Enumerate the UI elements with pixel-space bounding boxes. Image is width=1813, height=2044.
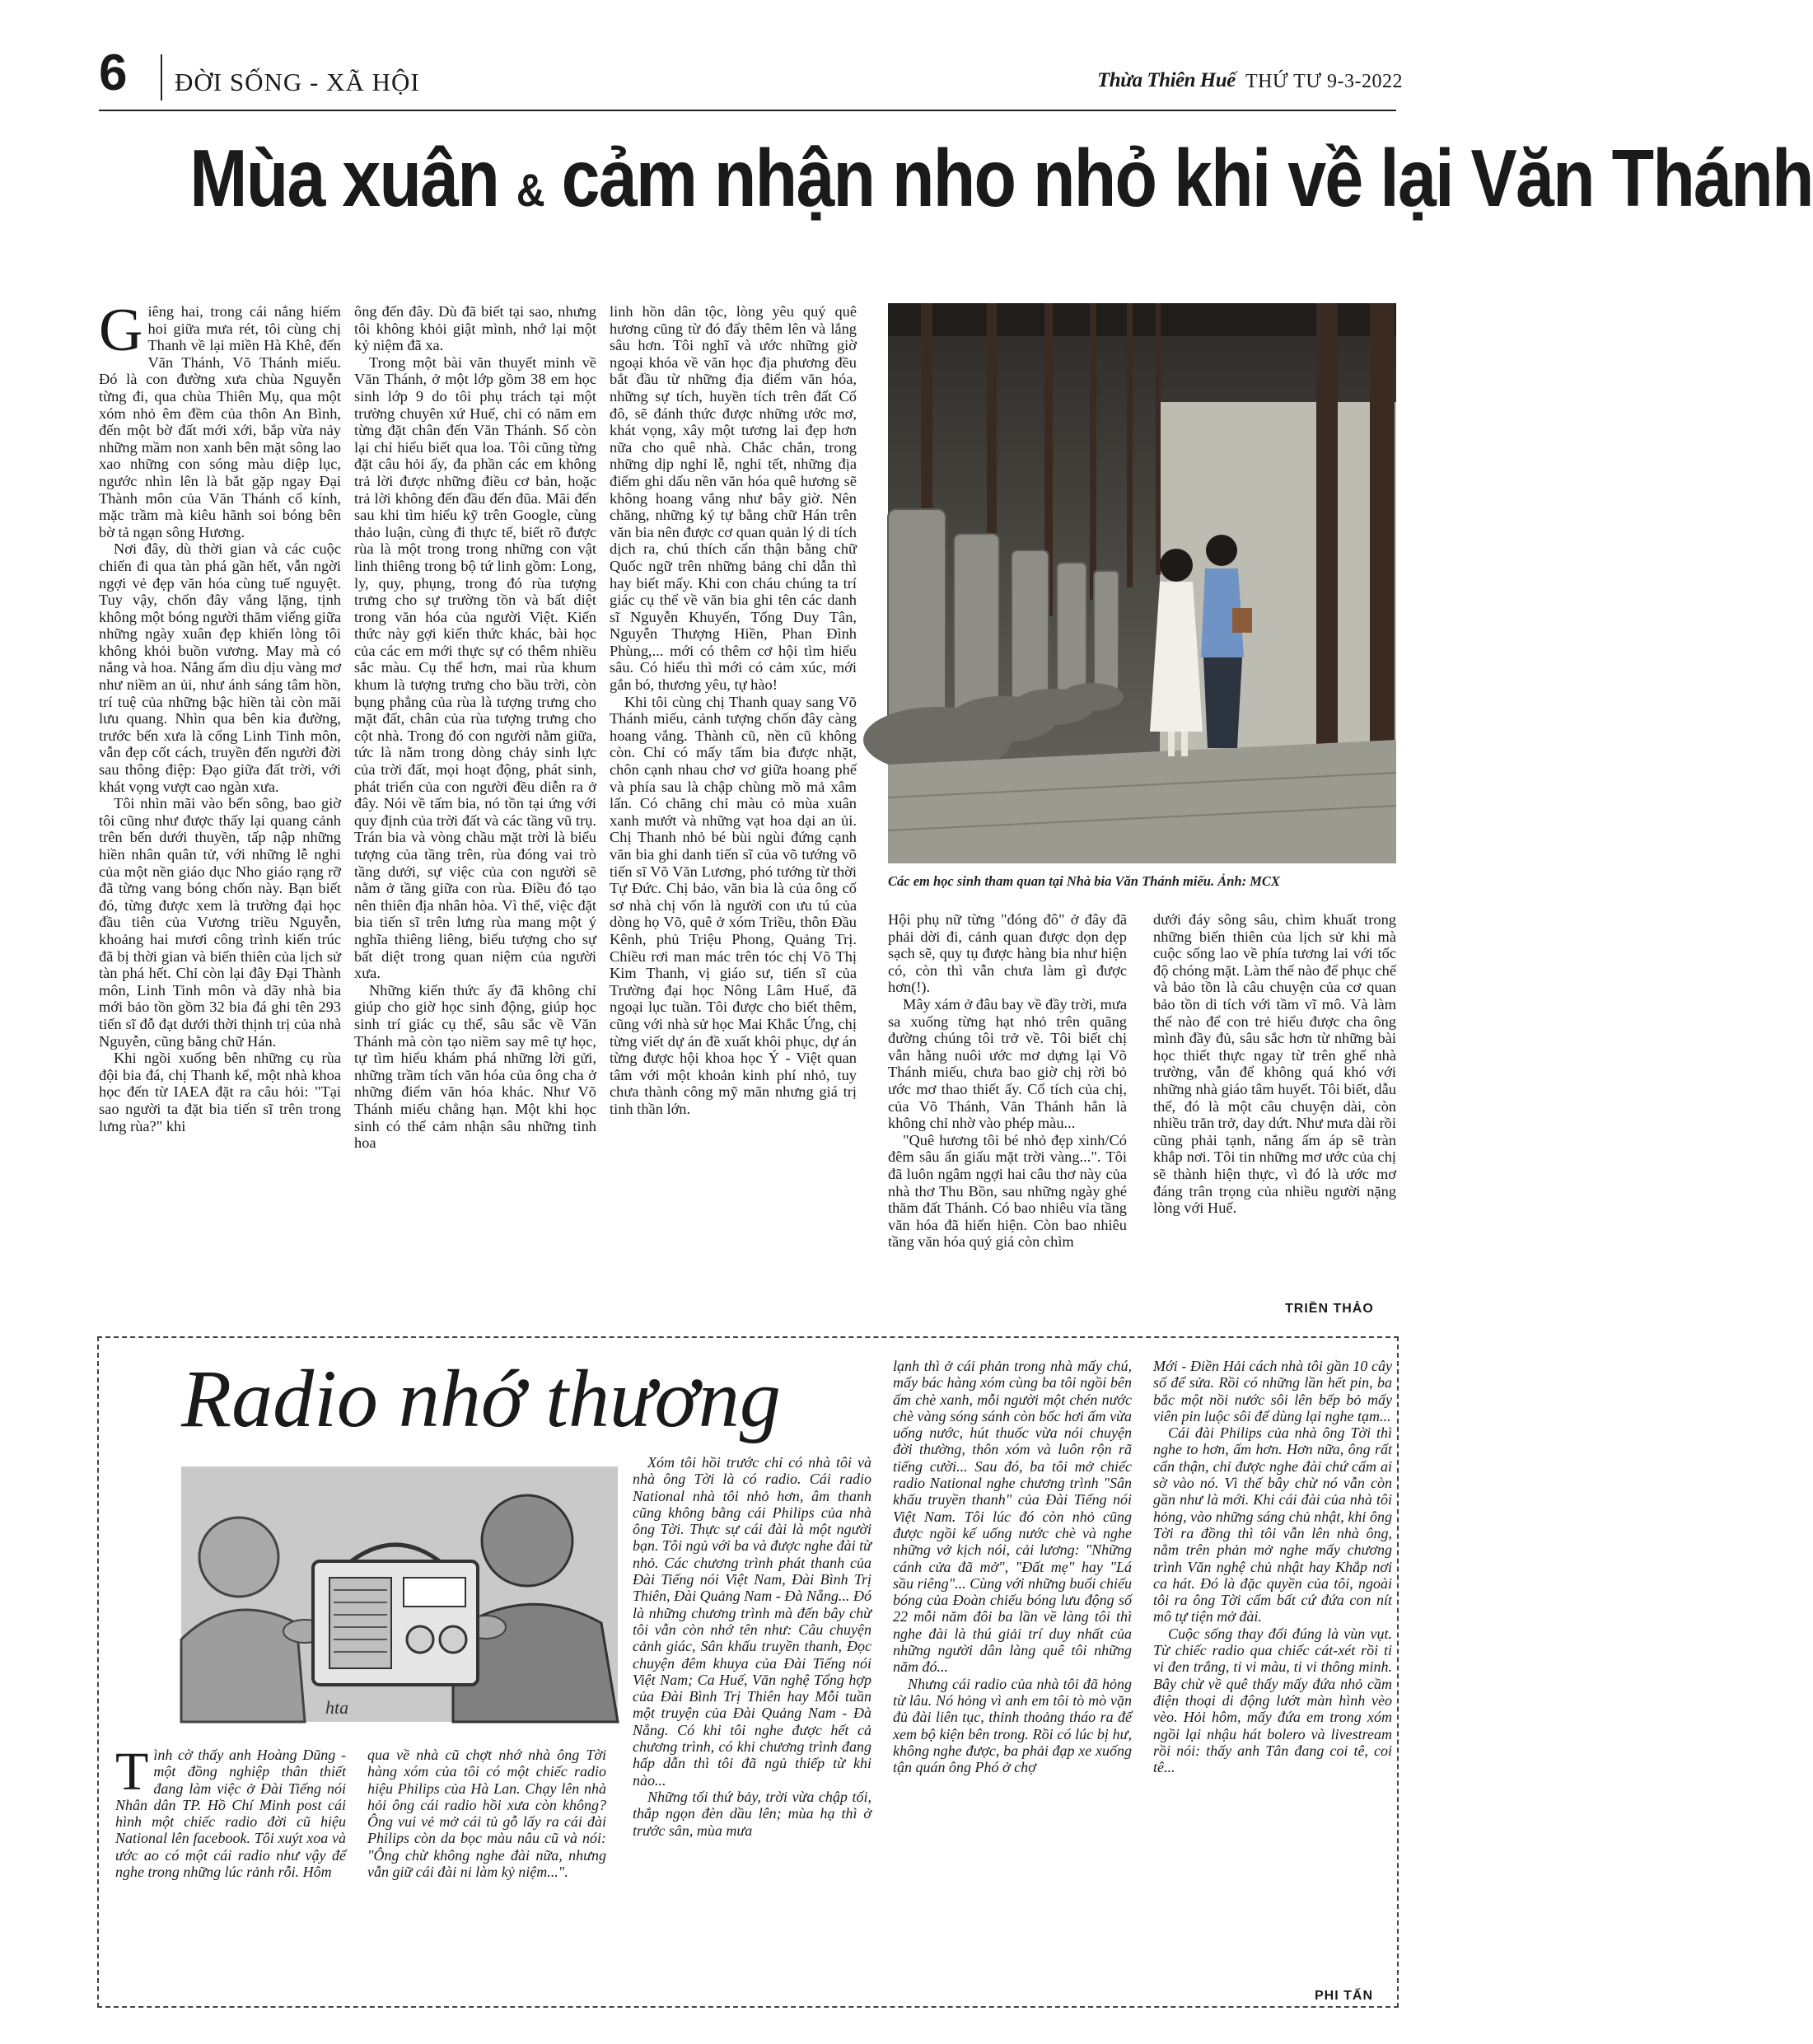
paragraph: Khi ngồi xuống bên những cụ rùa đội bia đá, chị Thanh kể, một nhà khoa học đến từ IAEA đặt ra câu hỏi: "Tại sao người ta đặt bia tiến sĩ trên trong lưng rùa?" khi [99,1050,341,1134]
paragraph: Xóm tôi hồi trước chỉ có nhà tôi và nhà ông Tời là có radio. Cái radio National nhà tôi nhỏ hơn, âm thanh cũng không bằng cái Philips của nhà ông Tời. Thực sự cái đài là một người bạn. Tôi ngủ với ba và được nghe đài từ nhỏ. Các chương trình phát thanh của Đài Tiếng nói Việt Nam, Đài Bình Trị Thiên, Đài Quảng Nam - Đà Nẵng... Đó là những chương trình mà đến bây chừ tôi vẫn còn nhớ tên như: Câu chuyện cảnh giác, Sân khấu truyền thanh, Đọc chuyện đêm khuya của Đài Tiếng nói Việt Nam; Ca Huế, Văn nghệ Tổng hợp của Đài Bình Trị Thiên hay Mỗi tuần một truyện của Đài Quảng Nam - Đà Nẵng. Có khi tôi nghe được hết cả chương trình, có khi chương trình đang hấp dẫn thì tôi đã ngủ thiếp từ khi nào... [633,1454,871,1789]
headline-ampersand: & [516,164,544,216]
radio-column-1 [115,1742,346,1881]
photo-colonnade-illustration [888,303,1396,863]
article1-column-5 [1153,911,1396,1217]
paragraph: Nhưng cái radio của nhà tôi đã hỏng từ lâu. Nó hỏng vì anh em tôi tò mò vặn đủ đài liên tục, thỉnh thoảng tháo ra để xem bộ kiện bên trong. Rồi có lúc bị hư, không nghe được, ba phải đạp xe xuống tận quán ông Phó ở chợ [893,1675,1132,1776]
article1-byline: TRIỀN THẢO [1285,1302,1374,1316]
header-divider [161,54,162,101]
paragraph: Tôi nhìn mãi vào bến sông, bao giờ tôi cũng như được thấy lại quang cảnh trên bến dưới thuyền, tấp nập những hiền nhân quân tử, với những lễ nghi của một nền giáo dục Nho giáo rạng rỡ đã từng vang bóng chốn này. Bạn biết đó, từng được xem là trường đại học đầu tiên của Vương triều Nguyễn, khoảng hai mươi công trình kiến trúc đã bị thời gian và biến thiên của lịch sử tàn phá hết. Chỉ còn lại đây Đại Thành môn, Linh Tinh môn và dãy nhà bia mới bảo tồn gồm 32 bia đá ghi tên 293 tiến sĩ đỗ đạt dưới thời thịnh trị của nhà Nguyễn, cũng bằng chữ Hán. [99,795,341,1050]
illustration-signature: hta [325,1697,349,1718]
drop-cap: T [115,1742,149,1802]
paragraph: Nơi đây, dù thời gian và các cuộc chiến đi qua tàn phá gần hết, vẫn ngời ngợi vẻ đẹp văn hóa cùng tuế nguyệt. Tuy vậy, chốn đây vắng lặng, tịnh không một bóng người thăm viếng giữa những ngày xuân đẹp khiến lòng tôi không khỏi buồn vương. May mà có nắng và hoa. Nắng ấm dìu dịu vàng mơ như niềm an ủi, như ánh sáng tâm hồn, trí tuệ của những bậc hiền tài còn mãi lưu quang. Nhìn qua bên kia đường, trước bến xưa là cổng Linh Tinh môn, vẫn đẹp cốt cách, truyền đến người đời sau thông điệp: Đạo giữa đất trời, với khát vọng vượt cao ngàn xưa. [99,540,341,795]
paragraph: Cái đài Philips của nhà ông Tời thì nghe to hơn, ấm hơn. Hơn nữa, ông rất cẩn thận, chỉ được nghe đài chứ cấm ai sờ vào nó. Vì thế bây chừ nó vẫn còn gần như là mới. Khi cái đài của nhà tôi hỏng, vào những sáng chủ nhật, khi ông Tời ra đồng thì tôi vẫn lên nhà ông, nằm trên phản mở nghe mấy chương trình Văn nghệ chủ nhật hay Khắp nơi ca hát. Đó là đặc quyền của tôi, ngoài tôi ra ông Tời cấm bất cứ đứa con nít mô tự tiện mở đài. [1153,1424,1392,1625]
radio-column-2 [367,1747,606,1880]
paragraph: iêng hai, trong cái nắng hiếm hoi giữa mưa rét, tôi cùng chị Thanh về lại miền Hà Khê, đến Văn Thánh, Võ Thánh miếu. Đó là con đường xưa chùa Nguyễn từng đi, qua chùa Thiên Mụ, qua một xóm nhỏ êm đềm của thôn An Bình, đến một bờ đất mới xới, bắp vừa nảy những mầm non xanh bên mặt sông lao xao những con sóng màu diệp lục, ngước nhìn lên là bắt gặp ngay Đại Thành môn của Văn Thánh cổ kính, mặc trầm mà kiêu hãnh soi bóng bên bờ tả ngạn sông Hương. [99,303,341,540]
paragraph: Mây xám ở đâu bay về đầy trời, mưa sa xuống từng hạt nhỏ trên quãng đường chúng tôi trở về. Tôi biết chị vẫn hằng nuôi ước mơ dựng lại Võ Thánh miếu, chưa bao giờ chị rời bỏ ước mơ thao thiết ấy. Cổ tích của chị, của Võ Thánh, Văn Thánh hẳn là không chỉ nhờ vào phép màu... [888,995,1127,1132]
section-name: ĐỜI SỐNG - XÃ HỘI [175,68,420,96]
radio-illustration [181,1466,618,1722]
article1-column-2 [354,303,596,1152]
article-photo [888,303,1396,863]
headline-part2: cảm nhận nho nhỏ khi về lại Văn Thánh [561,133,1813,223]
issue-date: THỨ TƯ 9-3-2022 [1245,71,1403,92]
paragraph: "Quê hương tôi bé nhỏ đẹp xinh/Có đêm sâu ẩn giấu mặt trời vàng...". Tôi đã luôn ngâm ngợi hai câu thơ này của nhà thơ Thu Bồn, sau những ngày ghé thăm đất Thánh. Có bao nhiêu vỉa tầng văn hóa đã hiển hiện. Còn bao nhiêu tầng văn hóa quý giá còn chìm [888,1131,1127,1251]
radio-column-4 [893,1358,1132,1775]
newspaper-name: Thừa Thiên Huế [1097,69,1236,91]
radio-column-3 [633,1454,871,1839]
article1-column-4 [888,911,1127,1251]
article1-column-3 [610,303,857,1118]
paragraph: Cuộc sống thay đổi đúng là vùn vụt. Từ chiếc radio qua chiếc cát-xét rồi ti vi đen trắng, ti vi màu, ti vi thông minh. Bây chừ về quê thấy mấy đứa nhỏ cầm điện thoại di động lướt màn hình vèo vèo. Hỏi hôm, mấy đứa em trong xóm ngồi lại nhậu hát bolero và livestream rồi nói: thấy anh Tân đang coi tê, coi tê... [1153,1625,1392,1776]
paragraph: Hội phụ nữ từng "đóng đô" ở đây đã phải dời đi, cảnh quan được dọn dẹp sạch sẽ, quy tụ được hàng bia như hiện có, còn thì vẫn chưa làm gì được hơn(!). [888,911,1127,996]
article-headline [189,132,1813,225]
paragraph: Những kiến thức ấy đã không chỉ giúp cho giờ học sinh động, giúp học sinh trí giác cụ thể, sâu sắc về Văn Thánh mà còn tạo niềm say mê tự học, tự tìm hiểu khám phá những lời gửi, những trầm tích văn hóa của ông cha ở những điểm văn hóa khác. Như Võ Thánh miếu chẳng hạn. Một khi học sinh có thể cảm nhận sâu những tinh hoa [354,981,596,1152]
drop-cap: G [99,297,143,364]
radio-story-title: Radio nhớ thương [181,1353,781,1444]
headline-part1: Mùa xuân [189,133,499,223]
radio-drawing [181,1466,618,1722]
header-rule [99,110,1396,111]
photo-caption: Các em học sinh tham quan tại Nhà bia Văn Thánh miếu. Ảnh: MCX [888,873,1280,889]
paragraph: Những tối thứ bảy, trời vừa chập tối, thắp ngọn đèn dầu lên; mùa hạ thì ở trước sân, mùa mưa [633,1788,871,1839]
paragraph: Khi tôi cùng chị Thanh quay sang Võ Thánh miếu, cảnh tượng chốn đây càng hoang vắng. Thành cũ, nền cũ không còn. Chỉ có mấy tấm bia được nhặt, chôn cạnh nhau chơ vơ giữa hoang phế và phía sau là chập chùng mồ mả xâm lấn. Có chăng chỉ màu cỏ mùa xuân xanh mướt và những vạt hoa dại an ủi. Chị Thanh nhỏ bé bùi ngùi đứng cạnh văn bia ghi danh tiến sĩ của võ tướng võ tiến sĩ Võ Văn Lương, phó tướng từ thời Tự Đức. Chị bảo, văn bia là của ông cố sơ nhà chị vốn là người con ưu tú của dòng họ Võ, quê ở xóm Triều, thôn Đầu Kênh, phủ Triệu Phong, Quảng Trị. Chiều rơi man mác trên tóc chị Võ Thị Kim Thanh, vị giáo sư, tiến sĩ của Trường đại học Nông Lâm Huế, đã ngoại lục tuần. Tôi được cho biết thêm, cũng với nhà sử học Mai Khắc Ứng, chị từng viết dự án đề xuất khôi phục, dự án từng được hội khoa học Ý - Việt quan tâm với một khoản kinh phí nhỏ, tuy chưa thành công mỹ mãn nhưng giá trị tinh thần lớn. [610,693,857,1117]
page-number: 6 [99,44,128,101]
paragraph: lạnh thì ở cái phản trong nhà mấy chú, mấy bác hàng xóm cùng ba tôi ngồi bên ấm chè xanh, mỗi người một chén nước chè vàng sóng sánh còn bốc hơi ấm vừa uống nước, hút thuốc vừa nói chuyện đời thường, thôn xóm và luôn rộn rã tiếng cười... Sau đó, ba tôi mở chiếc radio National nghe chương trình "Sân khấu truyền thanh" của Đài Tiếng nói Việt Nam. Tôi lúc đó còn nhỏ cũng được ngồi kế uống nước chè và nghe những vở kịch nói, cải lương: "Những cánh cửa đã mở", "Đất mẹ" hay "Lá sầu riêng"... Cùng với những buổi chiếu bóng của Đoàn chiếu bóng lưu động số 22 mỗi năm đôi ba lần về làng tôi thì nghe đài là thú giải trí duy nhất của những người dân làng quê tôi những năm đó... [893,1358,1132,1676]
paragraph: Mới - Điền Hải cách nhà tôi gần 10 cây số để sửa. Rồi có những lần hết pin, ba bắc một nồi nước sôi lên bếp bỏ mấy viên pin luộc sôi để dùng lại nghe tạm... [1153,1358,1392,1424]
paragraph: ông đến đây. Dù đã biết tại sao, nhưng tôi không khỏi giật mình, nhớ lại một kỷ niệm đã xa. [354,303,596,354]
paragraph: dưới đáy sông sâu, chìm khuất trong những biến thiên của lịch sử khi mà cuộc sống lao về phía tương lai với tốc độ chóng mặt. Làm thế nào để phục chế và bảo tồn là câu chuyện của cơ quan bảo tồn di tích với tầm vĩ mô. Và làm thế nào để con trẻ hiểu được cha ông mình đầy đủ, sâu sắc hơn từ những bài học thiết thực ngay từ trên ghế nhà trường, vẫn để không quá khó với những nhà giáo tâm huyết. Tôi biết, dẫu thế, đó là một câu chuyện dài, còn nhiều trăn trở, day dứt. Như mưa dài rồi cũng phải tạnh, nắng ấm áp sẽ tràn khắp nơi. Tôi tin những mơ ước của chị sẽ thành hiện thực, vì đó là ước mơ đáng trân trọng của nhiều người nặng lòng với Huế. [1153,911,1396,1217]
radio-column-5 [1153,1358,1392,1775]
paragraph: qua về nhà cũ chợt nhớ nhà ông Tời hàng xóm của tôi có một chiếc radio hiệu Philips của Hà Lan. Chạy lên nhà hỏi ông cái radio hồi xưa còn không? Ông vui vẻ mở cái tủ gỗ lấy ra cái đài Philips còn da bọc màu nâu cũ và nói: "Ông chừ không nghe đài nữa, nhưng vẫn giữ cái đài ni làm kỷ niệm...". [367,1747,606,1881]
radio-byline: PHI TẤN [1315,1989,1373,2003]
paragraph: ình cờ thấy anh Hoàng Dũng - một đồng nghiệp thân thiết đang làm việc ở Đài Tiếng nói Nhân dân TP. Hồ Chí Minh post cái hình một chiếc radio đời cũ hiệu National lên facebook. Tôi xuýt xoa và ước ao có một cái radio như vậy để nghe trong những lúc rảnh rỗi. Hôm [115,1747,346,1881]
paragraph: Trong một bài văn thuyết minh về Văn Thánh, ở một lớp gồm 38 em học sinh lớp 9 do tôi phụ trách tại một trường chuyên xứ Huế, chỉ có năm em từng đặt chân đến Văn Thánh. Số còn lại chỉ hiểu biết qua loa. Tôi cũng từng đặt câu hỏi ấy, đa phần các em không trả lời được những điều cơ bản, hoặc trả lời không đến đầu đến đũa. Mãi đến sau khi tìm hiểu kỹ trên Google, cùng thảo luận, cùng đi thực tế, biết rõ được rùa là một trong trong những con vật linh thiêng trong bộ tứ linh gồm: Long, ly, quy, phụng, trong đó rùa tượng trưng cho sự trường tồn và bất diệt trong văn hóa của người Việt. Kiến thức này gợi kiến thức khác, bài học của các em mới thực sự có thêm nhiều sắc màu. Cụ thể hơn, mai rùa khum khum là tượng trưng cho bầu trời, còn bụng phẳng của rùa là tượng trưng cho mặt đất, chân của rùa tượng trưng cho cột nhà. Trong đó con người nằm giữa, tức là nằm trong dòng chảy sinh lực của trời đất, mọi hoạt động, phát sinh, phát triển của con người đều diễn ra ở đây. Nói về tấm bia, nó tồn tại ứng với quy định của trời đất và các tầng vũ trụ. Trán bia và vòng chầu mặt trời là biểu tượng của tầng trên, rùa đóng vai trò tầng dưới, sự việc của con người sẽ nằm ở tầng giữa con rùa. Điều đó tạo nên thiên địa nhân hòa. Vì thế, việc đặt bia tiến sĩ trên lưng rùa mang một ý nghĩa thiêng liêng, biểu tượng cho sự bất diệt trong quan niệm của người xưa. [354,353,596,982]
article1-column-1 [99,297,341,1134]
paragraph: linh hồn dân tộc, lòng yêu quý quê hương cũng từ đó đẩy thêm lên và lắng sâu hơn. Tôi nghĩ và ước những giờ ngoại khóa về văn học địa phương đều bắt đầu từ những địa điểm văn hóa, những sự tích, huyền tích trên đất Cố đô, sẽ đánh thức được những ước mơ, khát vọng, xây một tương lai đẹp hơn nữa cho quê nhà. Chắc chắn, trong những dịp nghỉ lễ, nghỉ tết, những địa điểm ghi dấu nền văn hóa quê hương sẽ không hoang vắng như bây giờ. Nên chăng, những ký tự bằng chữ Hán trên văn bia nên được cơ quan quản lý di tích dịch ra, chú thích cẩn thận bằng chữ Quốc ngữ trên những bảng chỉ dẫn thì hay biết mấy. Khi con cháu chúng ta trí giác cụ thể về văn bia ghi tên các danh sĩ Nguyễn Khuyến, Tống Duy Tân, Nguyễn Thượng Hiền, Phan Đình Phùng,... mới có thêm cơ hội tìm hiểu sâu. Có hiểu thì mới có cảm xúc, mới gắn bó, thương yêu, tự hào! [610,303,857,694]
